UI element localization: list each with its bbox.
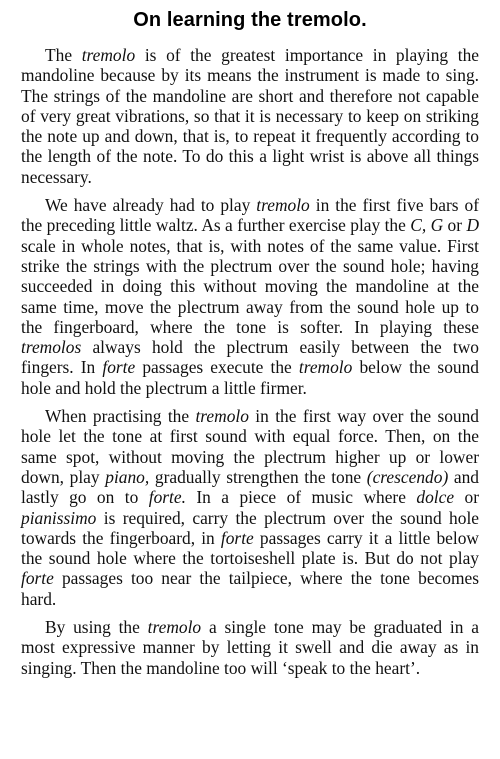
text-run: passages execute the [135,357,299,378]
italic-term: tremolos [21,337,82,358]
italic-term: dolce [416,487,455,508]
text-run: is required, carry the plectrum over the sound hole towards the fingerboard, in [21,507,479,548]
text-run: in the first way over the sound hole let the tone at first sound with equal force. Then, on the same spot, without moving the plectrum higher up or lower down, play [21,406,480,487]
italic-term: C, G [410,215,444,236]
text-run: By using the [45,617,148,638]
italic-term: tremolo [195,406,249,427]
page-title: On learning the tremolo. [133,9,367,31]
text-run: and lastly go on to [21,466,479,508]
italic-term: forte [21,568,54,589]
text-run: always hold the plectrum easily between the two fingers. In [21,337,479,378]
italic-term: forte. [148,487,186,508]
italic-term: tremolo [256,195,310,216]
italic-term: forte [102,357,136,378]
text-run: scale in whole notes, that is, with notes of the same value. First strike the strings with the plectrum over the sound hole; having succeeded in doing this without moving the mandoline at the same time, move the plectrum away from the sound hole up to the fingerboard, where the tone is softer. In playing these [21,235,479,337]
italic-term: (crescendo) [366,466,449,487]
text-run: In a piece of music where [185,487,417,508]
paragraph-4 [21,617,479,678]
italic-term: pianissimo [21,507,97,528]
text-run: The [45,45,82,65]
italic-term: piano, [105,466,150,487]
text-run: or [443,215,467,236]
paragraph-1 [21,45,479,187]
text-run: We have already had to play [45,195,257,216]
text-run: passages too near the tailpiece, where the tone becomes hard. [21,568,479,609]
paragraph-2 [21,195,479,398]
italic-term: D [466,215,479,236]
paragraph-3 [21,406,479,609]
text-run: is of the greatest importance in playing the mandoline because by its means the instrument is made to sing. The strings of the mandoline are short and therefore not capable of very great vibrations, so that it is necessary to keep on striking the note up and down, that is, to repeat it frequently according to the length of the note. To do this a light wrist is above all things necessary. [21,45,479,187]
italic-term: tremolo [147,617,202,638]
body-text [21,45,479,678]
text-run: passages carry it a little below the sound hole where the tortoiseshell plate is. But do not play [21,527,479,569]
italic-term: tremolo [298,357,353,378]
text-run: or [454,487,479,508]
text-run: a single tone may be graduated in a most expressive manner by letting it swell and die away as in singing. Then the mandoline too will ‘speak to the heart’. [21,617,479,678]
italic-term: forte [220,527,254,548]
text-run: gradually strengthen the tone [149,466,367,487]
text-run: in the first five bars of the preceding little waltz. As a further exercise play the [21,195,479,236]
text-run: below the sound hole and hold the plectrum a little firmer. [21,357,479,398]
italic-term: tremolo [81,45,136,65]
text-run: When practising the [45,406,196,427]
